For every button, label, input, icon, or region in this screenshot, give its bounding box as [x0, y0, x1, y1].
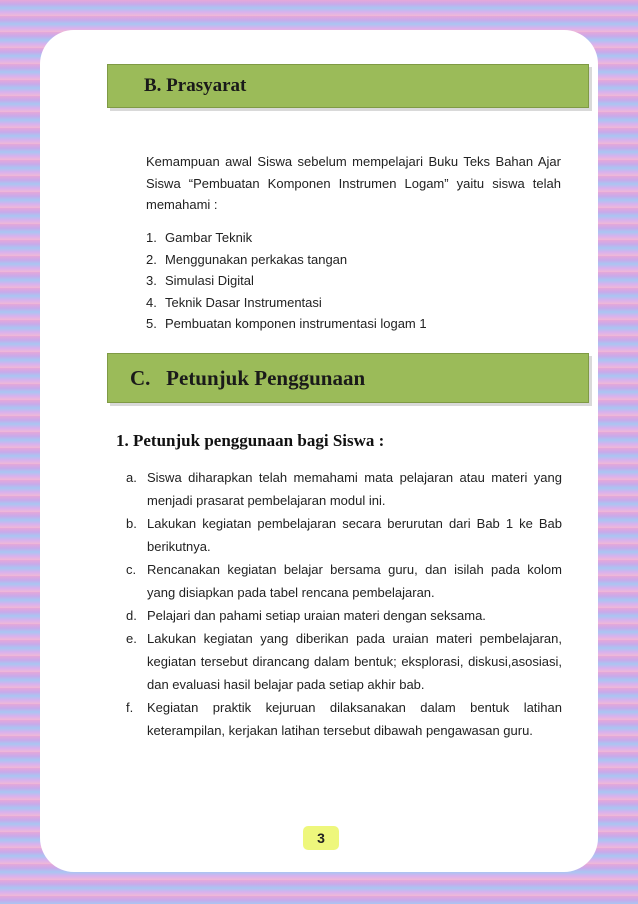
list-item: [146, 249, 566, 271]
list-item: [146, 270, 566, 292]
item-letter: b.: [126, 516, 137, 531]
guide-list: [126, 466, 562, 742]
item-number: 3.: [146, 273, 157, 288]
prerequisite-list: [146, 227, 566, 335]
list-item: [146, 313, 566, 335]
item-text: Teknik Dasar Instrumentasi: [165, 294, 322, 310]
section-c-title: C. Petunjuk Penggunaan: [130, 365, 366, 390]
item-text: Gambar Teknik: [165, 230, 253, 245]
item-letter: c.: [126, 562, 137, 577]
list-item: [126, 696, 562, 742]
item-text: Kegiatan praktik kejuruan dilaksanakan dalam bentuk latihan keterampilan, kerjakan latihan tersebut dibawah pengawasan guru.: [147, 700, 562, 738]
item-text: Pembuatan komponen instrumentasi logam 1: [165, 316, 427, 331]
guide-heading: 1. Petunjuk penggunaan bagi Siswa :: [116, 431, 385, 450]
item-text: Menggunakan perkakas tangan: [165, 251, 348, 267]
section-b-title: B. Prasyarat: [144, 75, 247, 96]
intro-paragraph: Kemampuan awal Siswa sebelum mempelajari Buku Teks Bahan Ajar Siswa “Pembuatan Komponen Instrumen Logam” yaitu siswa telah memahami :: [146, 154, 561, 212]
item-letter: a.: [126, 470, 137, 485]
item-text: Lakukan kegiatan pembelajaran secara berurutan dari Bab 1 ke Bab berikutnya.: [147, 516, 562, 554]
item-number: 2.: [146, 251, 157, 267]
list-item: [126, 512, 562, 558]
item-text: Rencanakan kegiatan belajar bersama guru, dan isilah pada kolom yang disiapkan pada tabel rencana pembelajaran.: [147, 562, 562, 600]
item-text: Siswa diharapkan telah memahami mata pelajaran atau materi yang menjadi prasarat pembelajaran modul ini.: [147, 470, 562, 508]
section-b-header: [107, 64, 589, 108]
list-item: [126, 466, 562, 512]
item-number: 4.: [146, 294, 157, 310]
list-item: [146, 292, 566, 314]
item-number: 1.: [146, 230, 157, 245]
item-letter: e.: [126, 631, 137, 646]
item-letter: d.: [126, 608, 137, 623]
item-text: Simulasi Digital: [165, 273, 254, 288]
item-letter: f.: [126, 700, 134, 715]
item-text: Pelajari dan pahami setiap uraian materi dengan seksama.: [147, 608, 486, 623]
list-item: [126, 558, 562, 604]
list-item: [126, 627, 562, 696]
section-c-header: [107, 353, 589, 403]
list-item: [126, 604, 562, 627]
item-text: Lakukan kegiatan yang diberikan pada uraian materi pembelajaran, kegiatan tersebut dirancang dalam bentuk; eksplorasi, diskusi,asosiasi, dan evaluasi hasil belajar pada setiap akhir bab.: [147, 631, 562, 692]
list-item: [146, 227, 566, 249]
item-number: 5.: [146, 316, 157, 331]
page-number-badge: 3: [303, 826, 339, 850]
